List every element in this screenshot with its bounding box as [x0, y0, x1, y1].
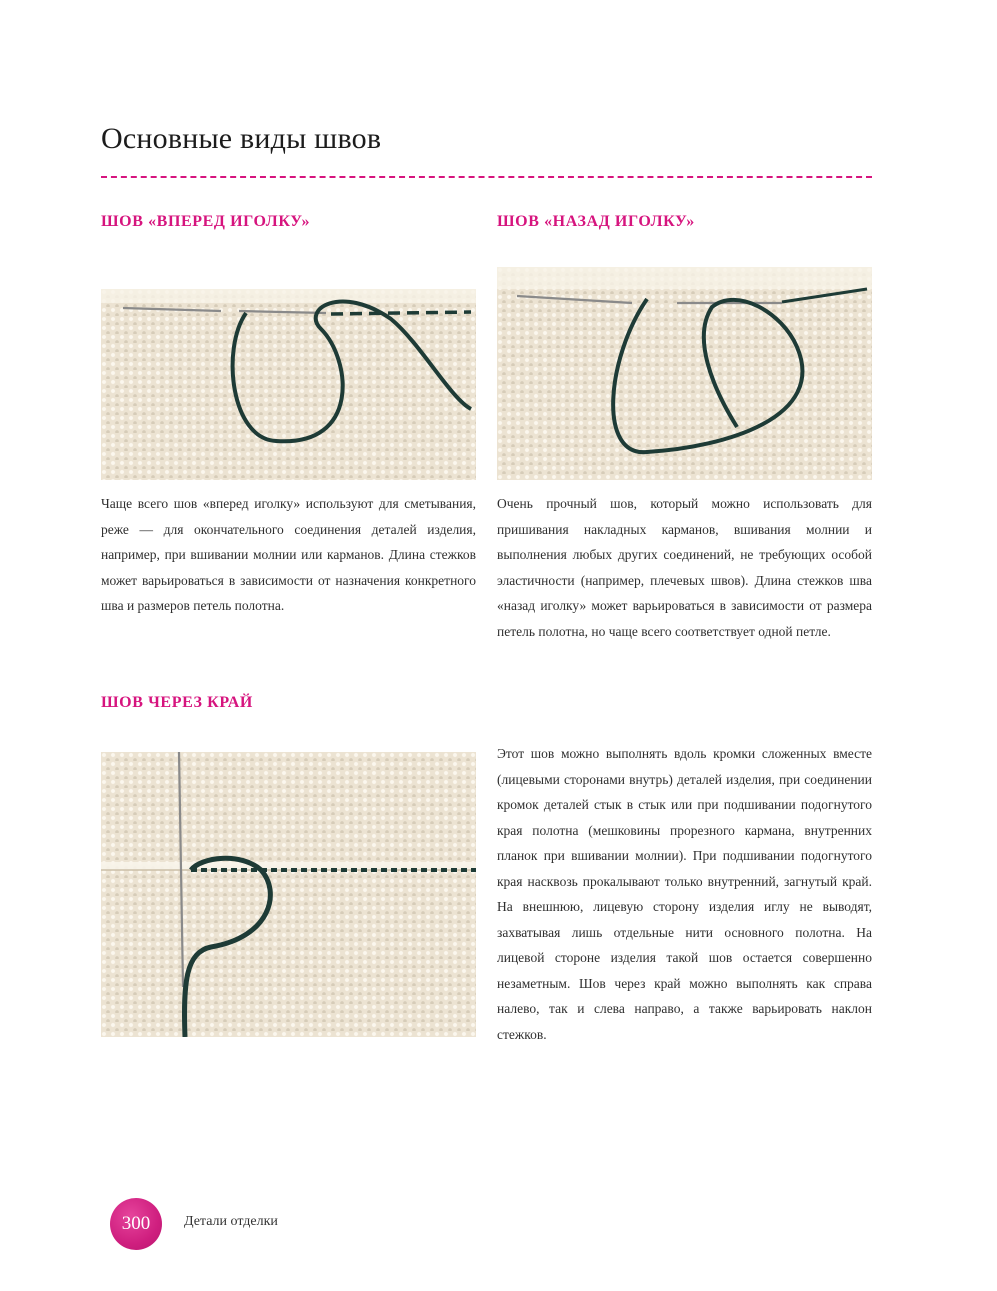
chapter-footer: Детали отделки: [184, 1214, 278, 1229]
page-title: Основные виды швов: [101, 122, 382, 155]
photo-backstitch: [497, 267, 872, 480]
heading-overcast-stitch: ШОВ ЧЕРЕЗ КРАЙ: [101, 694, 253, 711]
yarn-loop: [184, 858, 270, 1037]
heading-running-stitch: ШОВ «ВПЕРЕД ИГОЛКУ»: [101, 213, 311, 230]
yarn-backstitch-line: [782, 289, 867, 302]
backstitch-illustration: [497, 267, 872, 480]
page-number-badge: [110, 1198, 162, 1250]
yarn-loop: [233, 301, 471, 441]
needle-shaft-continued: [239, 311, 326, 313]
overcast-stitch-illustration: [101, 752, 476, 1037]
yarn-loop: [613, 299, 802, 452]
text-running-stitch: Чаще всего шов «вперед иголку» используют для сметывания, реже — для окончательного соединения деталей изделия, например, при вшивании молнии или карманов. Длина стежков может варьироваться в зависимости от назначения конкретного шва и размеров петель полотна.: [101, 496, 476, 613]
page-number: 300: [121, 1213, 151, 1234]
needle-shaft: [517, 296, 632, 303]
title-dashed-divider: [101, 176, 872, 178]
yarn-running-line: [331, 312, 471, 314]
needle-shaft: [123, 308, 221, 311]
text-backstitch: Очень прочный шов, который можно использовать для пришивания накладных карманов, вшивания молнии и выполнения любых других соединений, не требующих особой эластичности (например, плечевых швов). Длина стежков шва «назад иголку» может варьироваться в зависимости от размера петель полотна, но чаще всего соответствует одной петле.: [497, 496, 872, 639]
running-stitch-illustration: [101, 289, 476, 480]
photo-running-stitch: [101, 289, 476, 480]
text-overcast-stitch: Этот шов можно выполнять вдоль кромки сложенных вместе (лицевыми сторонами внутрь) деталей изделия, при соединении кромок деталей стык в стык или при подшивании подогнутого края полотна (мешковины прорезного кармана, внутренних планок при вшивании молнии). При подшивании подогнутого края насквозь прокалывают только внутренний, загнутый край. На внешнюю, лицевую сторону изделия иглу не выводят, захватывая лишь отдельные нити основного полотна. На лицевой стороне изделия такой шов остается совершенно незаметным. Шов через край можно выполнять как справа налево, так и слева направо, а также варьировать наклон стежков.: [497, 746, 872, 1042]
heading-backstitch: ШОВ «НАЗАД ИГОЛКУ»: [497, 213, 695, 230]
photo-overcast-stitch: [101, 752, 476, 1037]
